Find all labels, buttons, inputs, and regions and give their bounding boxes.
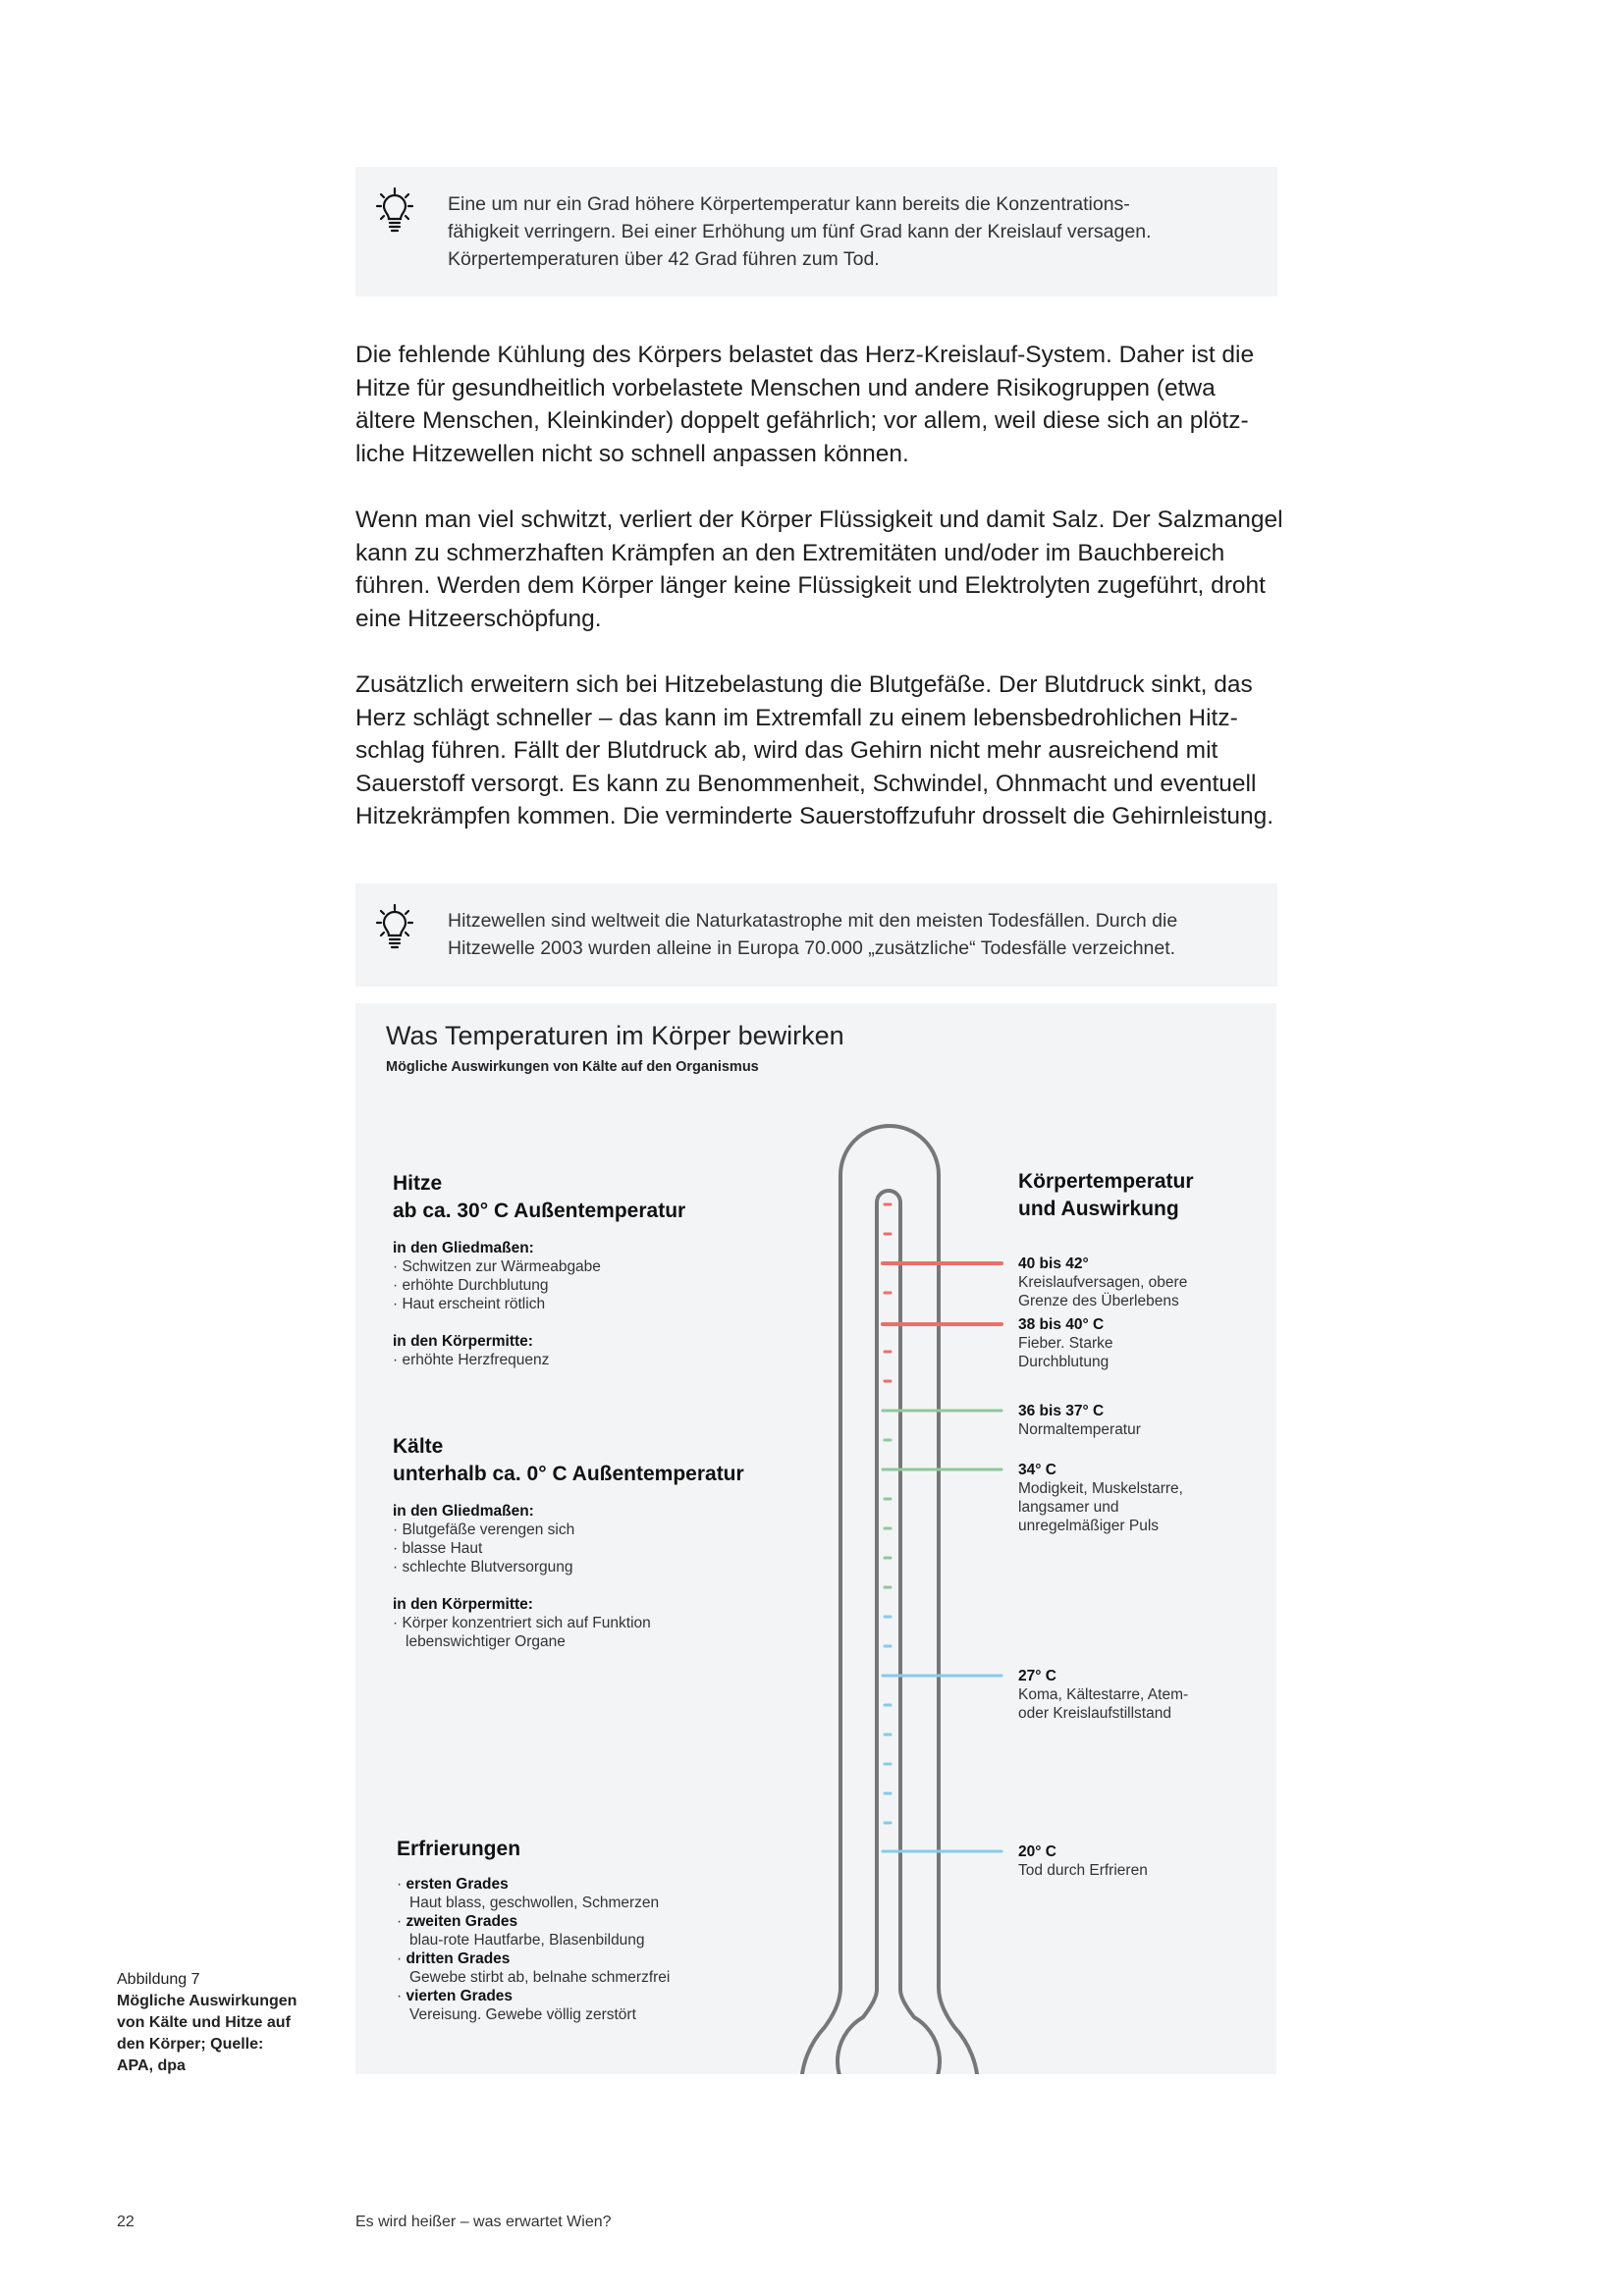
level-desc: Grenze des Überlebens [1018, 1293, 1179, 1309]
info-callout-1 [355, 167, 1277, 296]
level-desc: unregelmäßiger Puls [1018, 1518, 1160, 1534]
level-desc: Fieber. Starke [1018, 1335, 1113, 1352]
figure-caption: Abbildung 7 Mögliche Auswirkungen von Kälte und Hitze auf den Körper; Quelle: APA, dpa [117, 1971, 298, 2074]
level-label [1018, 1842, 1148, 1880]
heat-heading: Hitze [393, 1172, 443, 1195]
level-desc: Tod durch Erfrieren [1018, 1862, 1148, 1879]
heat-subheading: ab ca. 30° C Außentemperatur [393, 1200, 686, 1222]
body-text [355, 339, 1283, 867]
callout-line: Hitzewellen sind weltweit die Naturkatastrophe mit den meisten Todesfällen. Durch die [448, 910, 1178, 932]
caption-label: Abbildung 7 [117, 1971, 200, 1988]
level-desc: langsamer und [1018, 1499, 1119, 1516]
frostbite-heading: Erfrierungen [397, 1838, 521, 1860]
callout-line: Körpertemperaturen über 42 Grad führen zum Tod. [448, 248, 880, 270]
paragraph-3: Zusätzlich erweitern sich bei Hitzebelastung die Blutgefäße. Der Blutdruck sinkt, das Herz schlägt schneller – das kann im Extremfall zu einem lebensbedrohlichen Hitz- schlag führen. Fällt der Blutdruck ab, wird das Gehirn nicht mehr ausreichend mit Sauerstoff versorgt. Es kann zu Benommenheit, Schwindel, Ohnmacht und eventuell Hitzekrämpfen kommen. Die verminderte Sauerstoffzufuhr drosselt die Gehirnleistung. [355, 670, 1274, 830]
level-label [1018, 1667, 1188, 1723]
level-desc: Durchblutung [1018, 1354, 1110, 1370]
footer-title: Es wird heißer – was erwartet Wien? [355, 2214, 612, 2230]
level-label [1018, 1461, 1183, 1535]
thermometer-outer [801, 1126, 978, 2074]
cold-section: Kälte unterhalb ca. 0° C Außentemperatur in den Gliedmaßen: · Blutgefäße verengen sich · blasse Haut · schlechte Blutversorgung in den Körpermitte: · Körper konzentriert sich auf Funktion lebenswichtiger Organe [393, 1433, 744, 1651]
level-desc: Normaltemperatur [1018, 1421, 1141, 1438]
thermometer-graphic [355, 1003, 1276, 2074]
level-temp: 38 bis 40° C [1018, 1316, 1105, 1333]
lightbulb-icon [375, 187, 414, 234]
paragraph-2: Wenn man viel schwitzt, verliert der Körper Flüssigkeit und damit Salz. Der Salzmangel kann zu schmerzhaften Krämpfen an den Extremitäten und/oder im Bauchbereich führen. Werden dem Körper länger keine Flüssigkeit und Elektrolyten zugeführt, droht eine Hitzeerschöpfung. [355, 506, 1283, 632]
infographic-panel [355, 1003, 1276, 2074]
infographic-title: Was Temperaturen im Körper bewirken [386, 1021, 844, 1050]
heat-section: Hitze ab ca. 30° C Außentemperatur in den Gliedmaßen: · Schwitzen zur Wärmeabgabe · erhöhte Durchblutung · Haut erscheint rötlich in den Körpermitte: · erhöhte Herzfrequenz [393, 1170, 685, 1369]
level-label [1018, 1402, 1141, 1439]
level-desc: Koma, Kältestarre, Atem- [1018, 1686, 1189, 1703]
page-number: 22 [117, 2214, 135, 2230]
paragraph-1: Die fehlende Kühlung des Körpers belastet das Herz-Kreislauf-System. Daher ist die Hitze für gesundheitlich vorbelastete Menschen und andere Risikogruppen (etwa ältere Menschen, Kleinkinder) doppelt gefährlich; vor allem, weil diese sich an plötz- liche Hitzewellen nicht so schnell anpassen können. [355, 342, 1255, 467]
level-temp: 34° C [1018, 1462, 1056, 1478]
level-temp: 40 bis 42° [1018, 1255, 1089, 1272]
callout-line: Eine um nur ein Grad höhere Körpertemperatur kann bereits die Konzentrations- [448, 193, 1130, 215]
cold-subheading: unterhalb ca. 0° C Außentemperatur [393, 1463, 744, 1485]
level-desc: oder Kreislaufstillstand [1018, 1705, 1171, 1722]
callout-line: Hitzewelle 2003 wurden alleine in Europa 70.000 „zusätzliche“ Todesfälle verzeichnet. [448, 937, 1176, 959]
callout-line: fähigkeit verringern. Bei einer Erhöhung um fünf Grad kann der Kreislauf versagen. [448, 221, 1152, 242]
level-temp: 27° C [1018, 1668, 1056, 1684]
level-temp: 36 bis 37° C [1018, 1403, 1105, 1419]
scale-heading: Körpertemperatur und Auswirkung [1018, 1170, 1194, 1220]
level-label [1018, 1255, 1187, 1310]
cold-heading: Kälte [393, 1435, 444, 1458]
level-temp: 20° C [1018, 1843, 1056, 1860]
lightbulb-icon [375, 903, 414, 950]
level-label [1018, 1315, 1113, 1371]
frostbite-section: Erfrierungen · ersten Grades Haut blass, geschwollen, Schmerzen · zweiten Grades blau-rote Hautfarbe, Blasenbildung · dritten Grades Gewebe stirbt ab, belnahe schmerzfrei · vierten Grades Vereisung. Gewebe völlig zerstört [397, 1836, 670, 2024]
level-desc: Kreislaufversagen, obere [1018, 1274, 1188, 1291]
info-callout-2 [355, 883, 1277, 987]
level-desc: Modigkeit, Muskelstarre, [1018, 1480, 1183, 1497]
infographic-subtitle: Mögliche Auswirkungen von Kälte auf den Organismus [386, 1059, 759, 1075]
